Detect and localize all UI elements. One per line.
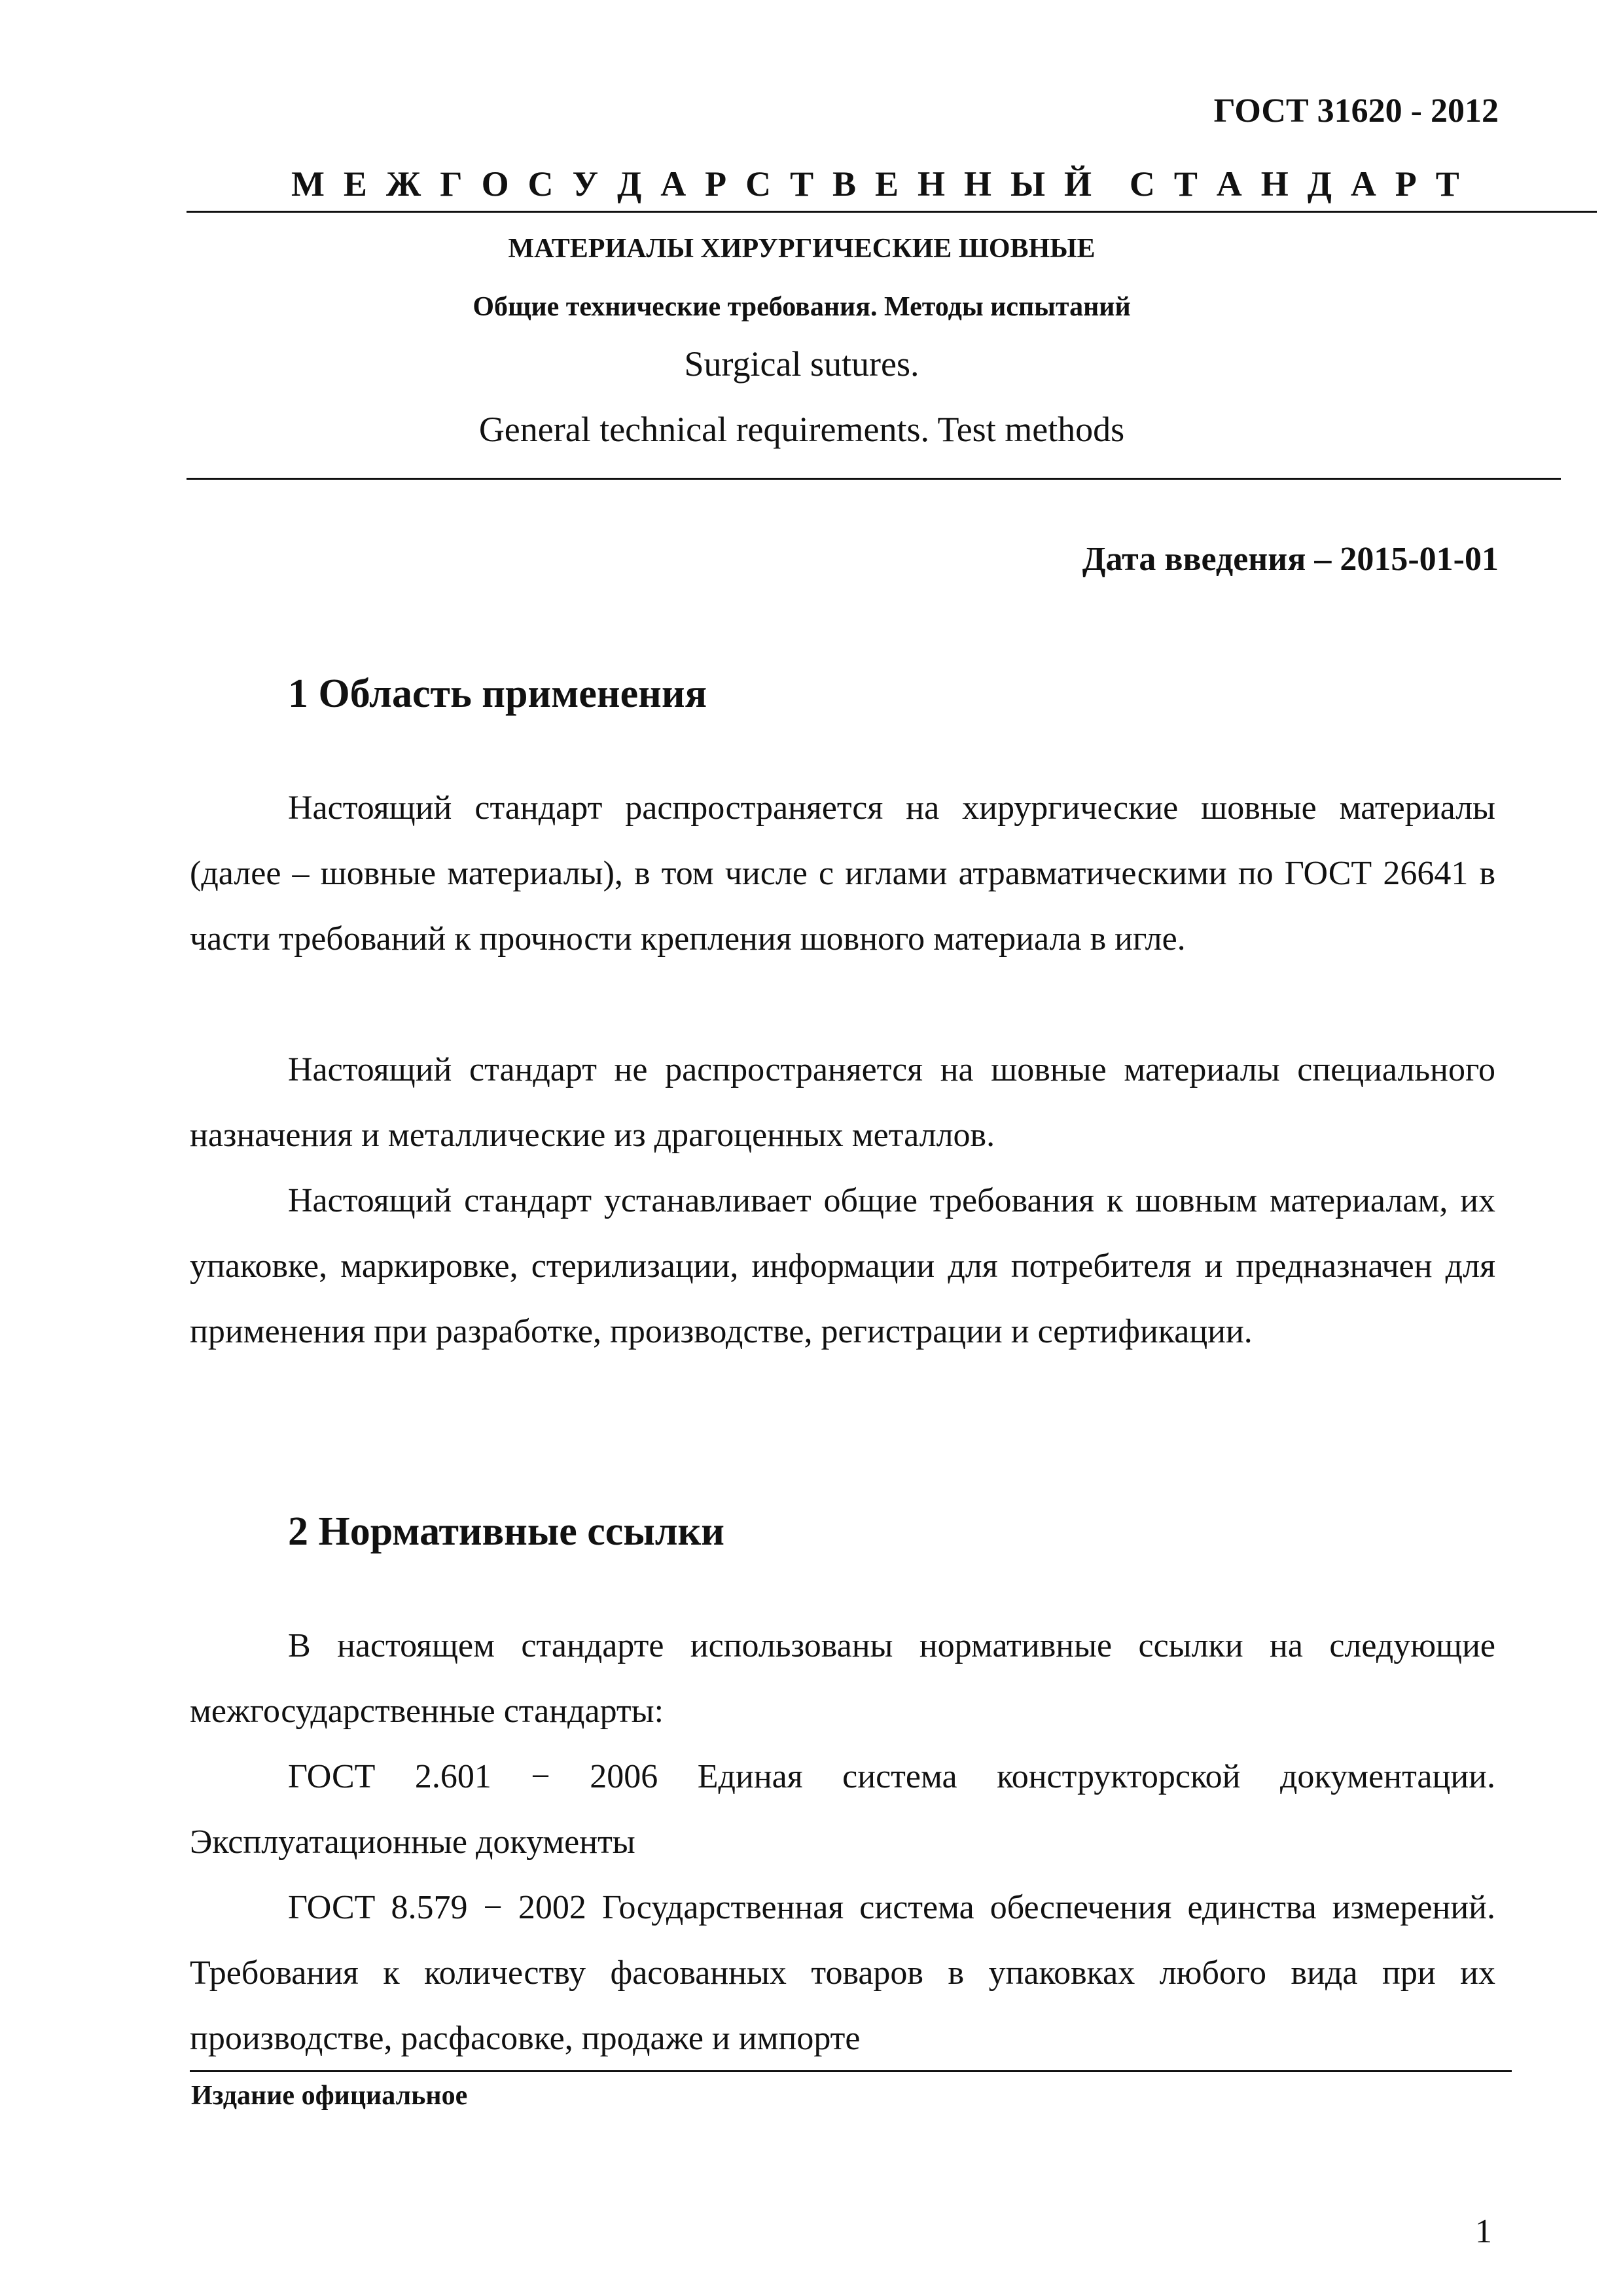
standard-type-heading <box>291 164 1459 204</box>
header-divider <box>187 211 1597 213</box>
standard-type-letter: У <box>572 164 599 204</box>
standard-type-letter: Й <box>1063 164 1092 204</box>
standard-type-letter: Е <box>343 164 367 204</box>
standard-type-letter: М <box>291 164 325 204</box>
standard-type-letter: А <box>1350 164 1376 204</box>
title-english-line-1: Surgical sutures. <box>684 344 919 384</box>
standard-type-letter: Р <box>1395 164 1417 204</box>
paragraph: Настоящий стандарт распространяется на хирургические шовные материалы (далее – шовные материалы), в том числе с иглами атравматическими по ГОСТ 26641 в части требований к прочности крепления шовного материала в игле. <box>190 789 1495 958</box>
standard-type-letter: Ы <box>1010 164 1045 204</box>
paragraph: ГОСТ 2.601 − 2006 Единая система конструкторской документации. Эксплуатационные документы <box>190 1758 1495 1861</box>
standard-type-letter: С <box>527 164 554 204</box>
standard-type-letter: Р <box>705 164 727 204</box>
standard-type-letter: С <box>1129 164 1155 204</box>
footer-divider <box>190 2070 1512 2072</box>
title-divider <box>187 478 1561 480</box>
title-russian-subtitle: Общие технические требования. Методы испытаний <box>473 292 1131 322</box>
standard-type-letter: Н <box>918 164 946 204</box>
page-number: 1 <box>1475 2213 1492 2250</box>
standard-type-letter: О <box>481 164 509 204</box>
official-edition-label: Издание официальное <box>191 2081 468 2111</box>
standard-type-letter: Д <box>1307 164 1332 204</box>
paragraph: ГОСТ 8.579 − 2002 Государственная система обеспечения единства измерений. Требования к количеству фасованных товаров в упаковках любого вида при их производстве, расфасовке, продаже и импорте <box>190 1889 1495 2057</box>
introduction-date: Дата введения – 2015-01-01 <box>1082 541 1499 578</box>
standard-type-letter: Е <box>875 164 899 204</box>
standard-type-letter: Т <box>1173 164 1198 204</box>
standard-type-letter: Г <box>440 164 463 204</box>
title-english-line-2: General technical requirements. Test methods <box>478 410 1125 449</box>
paragraph: Настоящий стандарт устанавливает общие требования к шовным материалам, их упаковке, маркировке, стерилизации, информации для потребителя и предназначен для применения при разработке, производстве, регистрации и сертификации. <box>190 1182 1495 1350</box>
section-heading-scope: 1 Область применения <box>288 672 707 716</box>
standard-type-letter: Д <box>617 164 642 204</box>
standard-type-letter: А <box>1216 164 1242 204</box>
standard-type-letter: А <box>660 164 687 204</box>
standard-type-letter: Т <box>790 164 814 204</box>
standard-type-letter: С <box>745 164 772 204</box>
standard-type-letter: Ж <box>385 164 421 204</box>
section-heading-normative-references: 2 Нормативные ссылки <box>288 1509 724 1554</box>
doc-number: ГОСТ 31620 - 2012 <box>1213 92 1499 130</box>
standard-type-letter: Т <box>1435 164 1459 204</box>
paragraph: Настоящий стандарт не распространяется на шовные материалы специального назначения и металлические из драгоценных металлов. <box>190 1051 1495 1154</box>
standard-type-letter: Н <box>1260 164 1289 204</box>
standard-type-letter: Н <box>963 164 991 204</box>
title-russian-main: МАТЕРИАЛЫ ХИРУРГИЧЕСКИЕ ШОВНЫЕ <box>508 234 1096 264</box>
paragraph: В настоящем стандарте использованы нормативные ссылки на следующие межгосударственные стандарты: <box>190 1627 1495 1730</box>
standard-type-letter: В <box>832 164 857 204</box>
